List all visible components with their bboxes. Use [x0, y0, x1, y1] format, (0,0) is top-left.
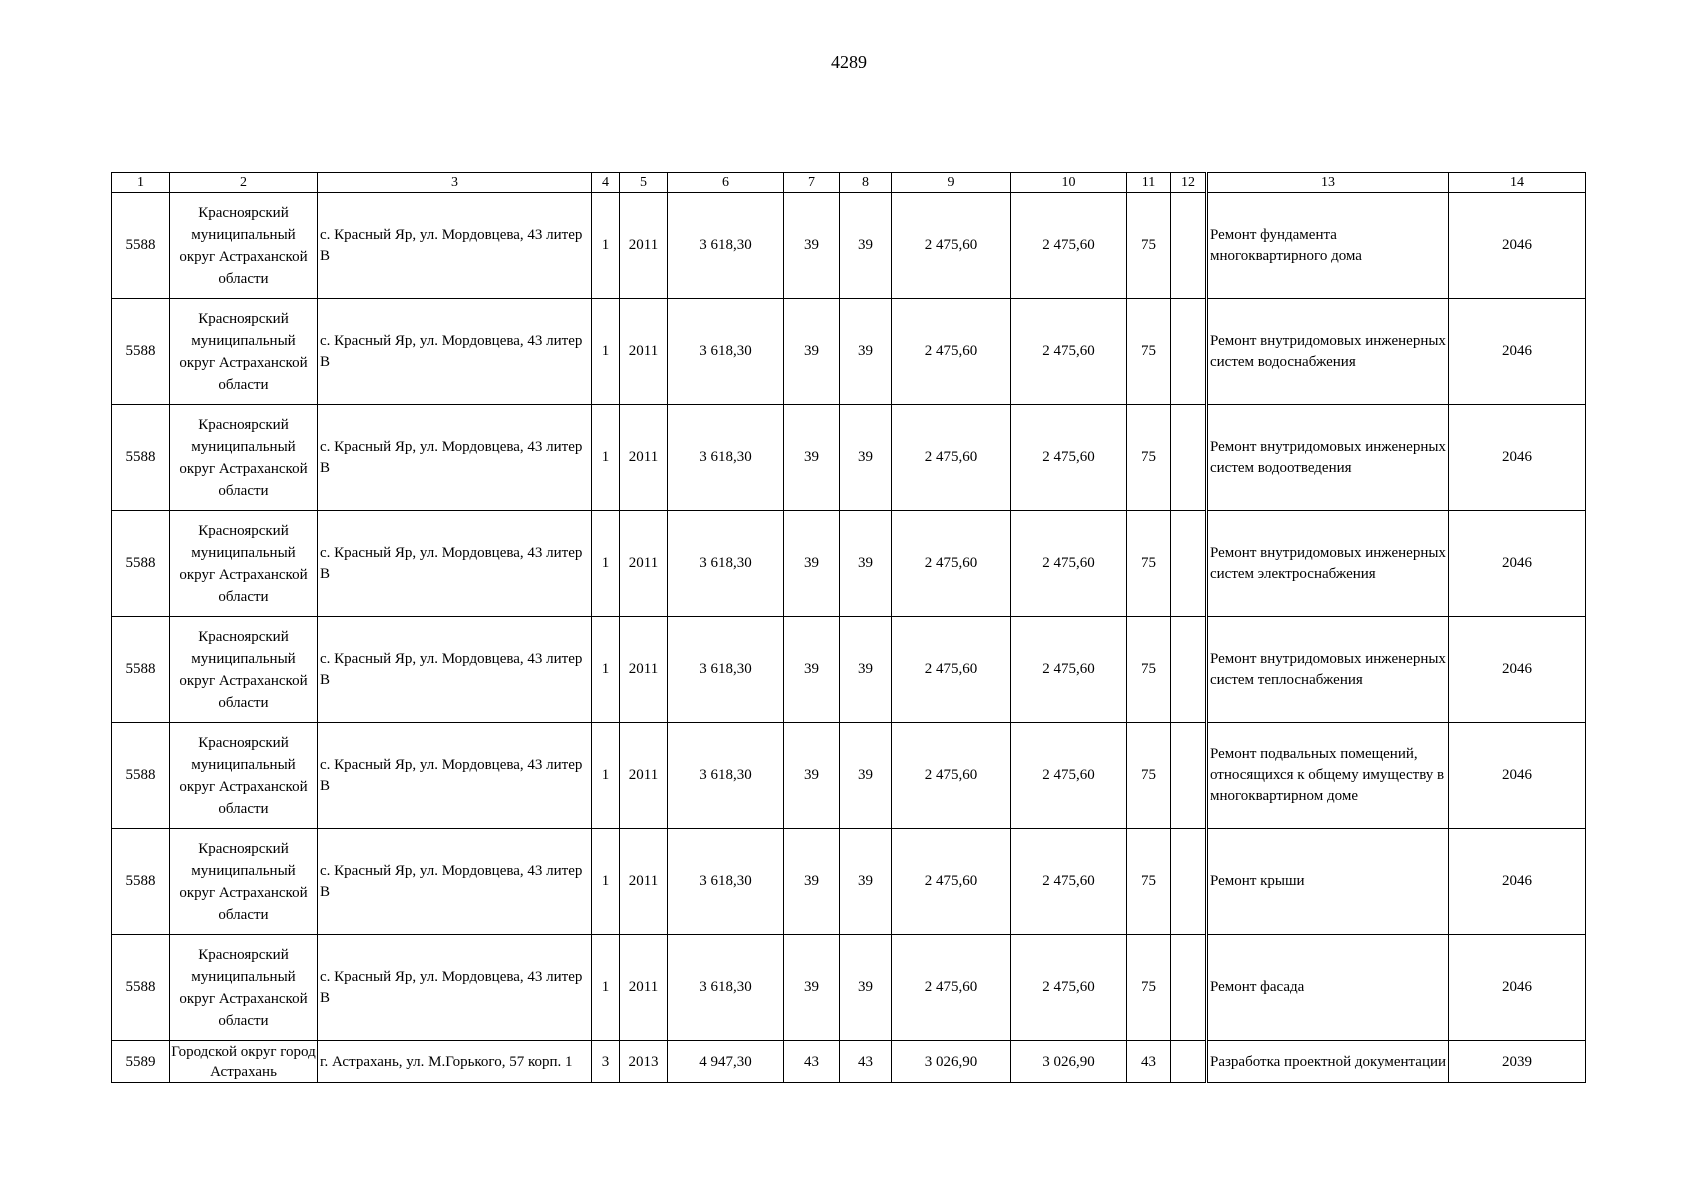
column-header: 9	[892, 173, 1011, 193]
cell-col6: 4 947,30	[668, 1041, 784, 1083]
cell-plan-year: 2046	[1449, 193, 1586, 299]
cell-col4: 1	[592, 193, 620, 299]
cell-col12	[1171, 511, 1207, 617]
table-row	[112, 829, 1586, 935]
table-row	[112, 405, 1586, 511]
table-row	[112, 935, 1586, 1041]
cell-col12	[1171, 829, 1207, 935]
municipality-text: Красноярский муниципальный округ Астраханской области	[179, 204, 308, 287]
cell-year: 2011	[620, 193, 668, 299]
cell-col4: 3	[592, 1041, 620, 1083]
cell-col6: 3 618,30	[668, 935, 784, 1041]
cell-plan-year: 2046	[1449, 723, 1586, 829]
cell-col4: 1	[592, 299, 620, 405]
column-header: 1	[112, 173, 170, 193]
cell-col9: 2 475,60	[892, 193, 1011, 299]
cell-col10: 2 475,60	[1011, 829, 1127, 935]
cell-plan-year: 2046	[1449, 299, 1586, 405]
cell-municipality	[170, 829, 318, 935]
cell-col6: 3 618,30	[668, 617, 784, 723]
cell-col4: 1	[592, 829, 620, 935]
cell-col11: 75	[1127, 405, 1171, 511]
cell-address: с. Красный Яр, ул. Мордовцева, 43 литер В	[318, 299, 592, 405]
municipality-text: Красноярский муниципальный округ Астраханской области	[179, 840, 308, 923]
cell-col4: 1	[592, 723, 620, 829]
cell-work: Ремонт фундамента многоквартирного дома	[1207, 193, 1449, 299]
cell-col12	[1171, 193, 1207, 299]
column-header: 11	[1127, 173, 1171, 193]
cell-col7: 39	[784, 511, 840, 617]
column-header: 13	[1207, 173, 1449, 193]
cell-col10: 2 475,60	[1011, 299, 1127, 405]
table-row	[112, 723, 1586, 829]
cell-municipality	[170, 511, 318, 617]
cell-col11: 75	[1127, 723, 1171, 829]
cell-col7: 39	[784, 935, 840, 1041]
cell-col11: 75	[1127, 617, 1171, 723]
cell-col11: 75	[1127, 935, 1171, 1041]
cell-municipality	[170, 617, 318, 723]
cell-id: 5588	[112, 829, 170, 935]
cell-col10: 2 475,60	[1011, 193, 1127, 299]
cell-id: 5588	[112, 935, 170, 1041]
cell-col8: 39	[840, 935, 892, 1041]
column-header: 5	[620, 173, 668, 193]
column-header: 7	[784, 173, 840, 193]
cell-col11: 75	[1127, 829, 1171, 935]
cell-plan-year: 2046	[1449, 511, 1586, 617]
cell-col6: 3 618,30	[668, 511, 784, 617]
column-header: 4	[592, 173, 620, 193]
cell-col9: 2 475,60	[892, 299, 1011, 405]
cell-col12	[1171, 405, 1207, 511]
cell-address: с. Красный Яр, ул. Мордовцева, 43 литер В	[318, 935, 592, 1041]
cell-municipality	[170, 299, 318, 405]
cell-col9: 2 475,60	[892, 935, 1011, 1041]
table-row	[112, 193, 1586, 299]
cell-col7: 39	[784, 193, 840, 299]
column-header: 14	[1449, 173, 1586, 193]
cell-col12	[1171, 299, 1207, 405]
cell-id: 5588	[112, 405, 170, 511]
cell-municipality	[170, 405, 318, 511]
cell-col7: 43	[784, 1041, 840, 1083]
cell-address: с. Красный Яр, ул. Мордовцева, 43 литер В	[318, 193, 592, 299]
cell-id: 5588	[112, 723, 170, 829]
cell-work: Ремонт подвальных помещений, относящихся к общему имуществу в многоквартирном доме	[1207, 723, 1449, 829]
cell-id: 5589	[112, 1041, 170, 1083]
cell-plan-year: 2046	[1449, 829, 1586, 935]
cell-id: 5588	[112, 617, 170, 723]
cell-col4: 1	[592, 617, 620, 723]
cell-col9: 2 475,60	[892, 829, 1011, 935]
cell-work: Ремонт внутридомовых инженерных систем электроснабжения	[1207, 511, 1449, 617]
cell-col8: 39	[840, 723, 892, 829]
cell-municipality	[170, 193, 318, 299]
cell-plan-year: 2046	[1449, 617, 1586, 723]
cell-col11: 75	[1127, 299, 1171, 405]
cell-col8: 39	[840, 511, 892, 617]
cell-col10: 3 026,90	[1011, 1041, 1127, 1083]
cell-col10: 2 475,60	[1011, 405, 1127, 511]
table-row	[112, 617, 1586, 723]
table-row	[112, 299, 1586, 405]
cell-id: 5588	[112, 193, 170, 299]
cell-col10: 2 475,60	[1011, 935, 1127, 1041]
cell-col4: 1	[592, 935, 620, 1041]
cell-work: Ремонт внутридомовых инженерных систем водоснабжения	[1207, 299, 1449, 405]
cell-work: Ремонт фасада	[1207, 935, 1449, 1041]
cell-col6: 3 618,30	[668, 405, 784, 511]
municipality-text: Красноярский муниципальный округ Астраханской области	[179, 628, 308, 711]
cell-id: 5588	[112, 511, 170, 617]
cell-address: с. Красный Яр, ул. Мордовцева, 43 литер В	[318, 617, 592, 723]
cell-work: Ремонт крыши	[1207, 829, 1449, 935]
cell-plan-year: 2039	[1449, 1041, 1586, 1083]
cell-col8: 43	[840, 1041, 892, 1083]
cell-col9: 2 475,60	[892, 723, 1011, 829]
cell-col8: 39	[840, 829, 892, 935]
cell-col12	[1171, 723, 1207, 829]
cell-address: с. Красный Яр, ул. Мордовцева, 43 литер В	[318, 829, 592, 935]
cell-col12	[1171, 935, 1207, 1041]
cell-year: 2011	[620, 829, 668, 935]
cell-year: 2011	[620, 617, 668, 723]
municipality-text: Красноярский муниципальный округ Астраханской области	[179, 310, 308, 393]
cell-col6: 3 618,30	[668, 829, 784, 935]
column-header: 2	[170, 173, 318, 193]
cell-col7: 39	[784, 405, 840, 511]
cell-col8: 39	[840, 299, 892, 405]
municipality-text: Красноярский муниципальный округ Астраханской области	[179, 734, 308, 817]
cell-col7: 39	[784, 617, 840, 723]
cell-col8: 39	[840, 617, 892, 723]
cell-col7: 39	[784, 829, 840, 935]
cell-col11: 75	[1127, 193, 1171, 299]
cell-plan-year: 2046	[1449, 935, 1586, 1041]
municipality-text: Красноярский муниципальный округ Астраханской области	[179, 946, 308, 1029]
cell-col9: 2 475,60	[892, 405, 1011, 511]
column-header: 8	[840, 173, 892, 193]
cell-address: с. Красный Яр, ул. Мордовцева, 43 литер В	[318, 511, 592, 617]
cell-col8: 39	[840, 193, 892, 299]
cell-col4: 1	[592, 511, 620, 617]
cell-col10: 2 475,60	[1011, 723, 1127, 829]
municipality-text: Красноярский муниципальный округ Астраханской области	[179, 416, 308, 499]
cell-year: 2013	[620, 1041, 668, 1083]
cell-address: с. Красный Яр, ул. Мордовцева, 43 литер В	[318, 723, 592, 829]
cell-municipality	[170, 935, 318, 1041]
column-header: 10	[1011, 173, 1127, 193]
cell-municipality	[170, 723, 318, 829]
cell-col8: 39	[840, 405, 892, 511]
cell-work: Разработка проектной документации	[1207, 1041, 1449, 1083]
cell-address: с. Красный Яр, ул. Мордовцева, 43 литер В	[318, 405, 592, 511]
cell-year: 2011	[620, 511, 668, 617]
column-number-row	[112, 173, 1586, 193]
page-number: 4289	[831, 52, 867, 72]
cell-year: 2011	[620, 405, 668, 511]
cell-col12	[1171, 617, 1207, 723]
cell-col12	[1171, 1041, 1207, 1083]
column-header: 12	[1171, 173, 1207, 193]
cell-plan-year: 2046	[1449, 405, 1586, 511]
cell-year: 2011	[620, 935, 668, 1041]
cell-col9: 2 475,60	[892, 617, 1011, 723]
cell-municipality: Городской округ город Астрахань	[170, 1041, 318, 1083]
cell-col6: 3 618,30	[668, 299, 784, 405]
cell-work: Ремонт внутридомовых инженерных систем теплоснабжения	[1207, 617, 1449, 723]
column-header: 3	[318, 173, 592, 193]
cell-year: 2011	[620, 299, 668, 405]
capital-repair-table	[111, 172, 1586, 1083]
cell-col11: 75	[1127, 511, 1171, 617]
cell-id: 5588	[112, 299, 170, 405]
cell-col10: 2 475,60	[1011, 617, 1127, 723]
cell-address: г. Астрахань, ул. М.Горького, 57 корп. 1	[318, 1041, 592, 1083]
cell-col7: 39	[784, 299, 840, 405]
cell-work: Ремонт внутридомовых инженерных систем водоотведения	[1207, 405, 1449, 511]
cell-col10: 2 475,60	[1011, 511, 1127, 617]
column-header: 6	[668, 173, 784, 193]
cell-col7: 39	[784, 723, 840, 829]
table-row	[112, 1041, 1586, 1083]
cell-col4: 1	[592, 405, 620, 511]
cell-col6: 3 618,30	[668, 723, 784, 829]
cell-col9: 2 475,60	[892, 511, 1011, 617]
cell-col9: 3 026,90	[892, 1041, 1011, 1083]
municipality-text: Красноярский муниципальный округ Астраханской области	[179, 522, 308, 605]
cell-col6: 3 618,30	[668, 193, 784, 299]
cell-year: 2011	[620, 723, 668, 829]
cell-col11: 43	[1127, 1041, 1171, 1083]
table-row	[112, 511, 1586, 617]
